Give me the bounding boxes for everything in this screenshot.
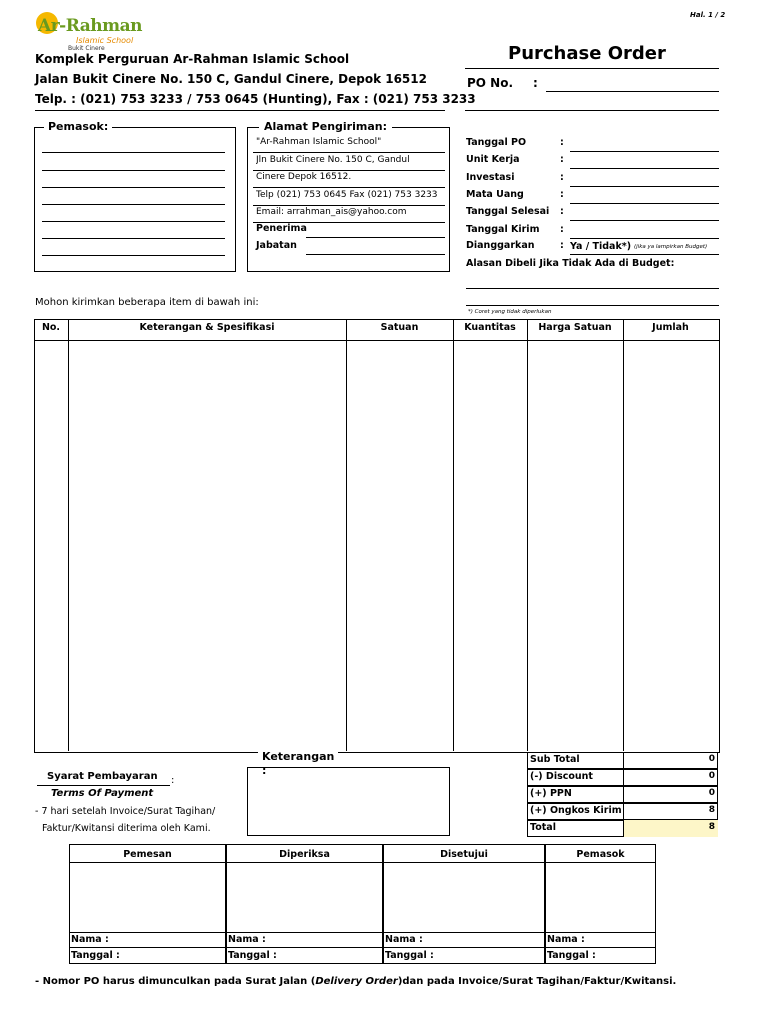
- totals-value-cell-2: [623, 769, 718, 786]
- shipping-label: Alamat Pengiriman:: [259, 120, 392, 133]
- budgeted-note: (jika ya lampirkan Budget): [634, 244, 708, 250]
- totals-label-2: (-) Discount: [530, 771, 593, 782]
- info-label-6: Tanggal Kirim: [466, 223, 540, 235]
- remarks-box[interactable]: [247, 767, 450, 836]
- position-field[interactable]: [306, 254, 445, 255]
- totals-value-3: 0: [708, 788, 715, 798]
- logo-location: Bukit Cinere: [68, 45, 105, 52]
- shipping-line-2: Jln Bukit Cinere No. 150 C, Gandul: [256, 154, 410, 165]
- item-col-divider-4: [527, 319, 528, 751]
- item-col-divider-5: [623, 319, 624, 751]
- info-field-3[interactable]: [570, 186, 719, 187]
- logo-subtitle: Islamic School: [76, 36, 134, 45]
- shipping-underline-1: [253, 152, 445, 153]
- signature-cell-3: [383, 844, 545, 964]
- info-colon-6: :: [560, 223, 564, 235]
- supplier-line-3[interactable]: [42, 187, 225, 188]
- supplier-line-2[interactable]: [42, 170, 225, 171]
- shipping-underline-2: [253, 170, 445, 171]
- item-header-5: Harga Satuan: [538, 322, 612, 333]
- logo-name: Ar-Rahman: [38, 16, 142, 36]
- title-underline: [465, 68, 719, 69]
- totals-row-3: [527, 786, 718, 803]
- budget-reason-line-2[interactable]: [466, 305, 719, 306]
- footnote: *) Coret yang tidak diperlukan: [468, 309, 552, 315]
- info-label-1: Tanggal PO: [466, 137, 527, 148]
- po-note-suffix: )dan pada Invoice/Surat Tagihan/Faktur/Kwitansi.: [397, 976, 677, 987]
- signature-name-3[interactable]: Nama :: [385, 934, 423, 945]
- school-address: Jalan Bukit Cinere No. 150 C, Gandul Cinere, Depok 16512: [35, 72, 427, 86]
- signature-date-line-3: [384, 947, 544, 948]
- header-divider: [35, 110, 445, 111]
- info-field-6[interactable]: [570, 238, 719, 239]
- info-label-4: Mata Uang: [466, 188, 524, 200]
- shipping-line-4: Telp (021) 753 0645 Fax (021) 753 3233: [256, 189, 438, 200]
- totals-value-cell-3: [623, 786, 718, 803]
- totals-row-5: [527, 820, 718, 837]
- totals-value-4: 8: [708, 805, 715, 815]
- supplier-line-1[interactable]: [42, 152, 225, 153]
- request-text: Mohon kirimkan beberapa item di bawah ini:: [35, 297, 259, 308]
- recipient-label: Penerima: [256, 223, 307, 234]
- signature-date-2[interactable]: Tanggal :: [228, 950, 277, 961]
- po-note: [35, 976, 676, 987]
- signature-name-line-1: [70, 932, 225, 933]
- signature-header-2: Diperiksa: [279, 849, 330, 860]
- item-col-divider-2: [346, 319, 347, 751]
- payment-title-underline: [37, 785, 170, 786]
- signature-name-line-2: [227, 932, 382, 933]
- info-colon-2: :: [560, 154, 564, 166]
- budget-reason-line-1[interactable]: [466, 288, 719, 289]
- info-field-5[interactable]: [570, 220, 719, 221]
- signature-header-line-1: [70, 862, 225, 863]
- signature-date-3[interactable]: Tanggal :: [385, 950, 434, 961]
- item-header-4: Kuantitas: [464, 322, 516, 333]
- payment-line-2: Faktur/Kwitansi diterima oleh Kami.: [42, 823, 211, 834]
- info-colon-4: :: [560, 188, 564, 200]
- po-number-field[interactable]: [546, 91, 719, 92]
- info-field-2[interactable]: [570, 168, 719, 169]
- info-colon-3: :: [560, 171, 564, 183]
- payment-title: Syarat Pembayaran: [47, 771, 158, 782]
- totals-row-1: [527, 752, 718, 769]
- item-header-1: No.: [41, 322, 61, 333]
- supplier-line-5[interactable]: [42, 221, 225, 222]
- page-title: Purchase Order: [508, 43, 666, 64]
- signature-date-line-1: [70, 947, 225, 948]
- signature-header-line-2: [227, 862, 382, 863]
- supplier-line-6[interactable]: [42, 238, 225, 239]
- budget-reason-label: Alasan Dibeli Jika Tidak Ada di Budget:: [466, 258, 675, 269]
- supplier-box: [34, 127, 236, 272]
- school-phone: Telp. : (021) 753 3233 / 753 0645 (Hunting), Fax : (021) 753 3233: [35, 92, 476, 106]
- item-col-divider-3: [453, 319, 454, 751]
- totals-label-3: (+) PPN: [530, 788, 572, 799]
- shipping-underline-4: [253, 205, 445, 206]
- totals-label-1: Sub Total: [530, 754, 580, 765]
- payment-colon: :: [171, 775, 175, 786]
- items-table: [34, 319, 720, 753]
- school-logo: [34, 10, 144, 52]
- signature-cell-2: [226, 844, 383, 964]
- shipping-line-1: "Ar-Rahman Islamic School": [256, 137, 382, 147]
- po-note-emphasis: Delivery Order: [315, 976, 398, 987]
- po-note-prefix: - Nomor PO harus dimunculkan pada Surat Jalan (: [35, 976, 316, 987]
- totals-label-4: (+) Ongkos Kirim: [530, 805, 622, 816]
- budgeted-value[interactable]: Ya / Tidak*): [570, 241, 632, 252]
- budgeted-field: [570, 254, 719, 255]
- signature-cell-4: [545, 844, 656, 964]
- signature-header-line-4: [546, 862, 655, 863]
- signature-header-1: Pemesan: [123, 849, 172, 860]
- po-number-colon: :: [533, 76, 538, 90]
- totals-label-5: Total: [530, 822, 556, 833]
- totals-row-2: [527, 769, 718, 786]
- shipping-line-3: Cinere Depok 16512.: [256, 172, 352, 182]
- budgeted-label: Dianggarkan: [466, 240, 535, 251]
- po-number-label: PO No.: [467, 76, 514, 90]
- signature-name-4[interactable]: Nama :: [547, 934, 585, 945]
- supplier-line-4[interactable]: [42, 204, 225, 205]
- signature-cell-1: [69, 844, 226, 964]
- item-header-6: Jumlah: [652, 322, 689, 333]
- page-number: Hal. 1 / 2: [690, 11, 726, 19]
- totals-value-cell-4: [623, 803, 718, 820]
- recipient-field[interactable]: [306, 237, 445, 238]
- signature-name-1[interactable]: Nama :: [71, 934, 109, 945]
- position-label: Jabatan: [256, 240, 297, 251]
- info-label-2: Unit Kerja: [466, 154, 520, 166]
- signature-date-1[interactable]: Tanggal :: [71, 950, 120, 961]
- info-colon-1: :: [560, 137, 564, 148]
- info-field-4[interactable]: [570, 203, 719, 204]
- remarks-label: Keterangan: [258, 750, 338, 763]
- budgeted-colon: :: [560, 240, 564, 251]
- po-divider: [465, 110, 719, 111]
- item-header-2: Keterangan & Spesifikasi: [139, 322, 275, 333]
- signature-date-line-2: [227, 947, 382, 948]
- info-label-3: Investasi: [466, 171, 515, 183]
- totals-value-cell-1: [623, 752, 718, 769]
- shipping-underline-3: [253, 187, 445, 188]
- remarks-colon: :: [262, 764, 267, 777]
- school-name: Komplek Perguruan Ar-Rahman Islamic School: [35, 52, 350, 66]
- signature-date-line-4: [546, 947, 655, 948]
- totals-value-1: 0: [708, 754, 715, 764]
- signature-name-line-3: [384, 932, 544, 933]
- shipping-line-5: Email: arrahman_ais@yahoo.com: [256, 207, 407, 217]
- payment-line-1: - 7 hari setelah Invoice/Surat Tagihan/: [35, 806, 216, 817]
- totals-value-2: 0: [708, 771, 715, 781]
- signature-date-4[interactable]: Tanggal :: [547, 950, 596, 961]
- supplier-line-7[interactable]: [42, 255, 225, 256]
- info-field-1[interactable]: [570, 151, 719, 152]
- payment-subtitle: Terms Of Payment: [51, 788, 154, 799]
- signature-name-line-4: [546, 932, 655, 933]
- info-colon-5: :: [560, 206, 564, 218]
- signature-header-line-3: [384, 862, 544, 863]
- signature-header-3: Disetujui: [440, 849, 488, 860]
- totals-row-4: [527, 803, 718, 820]
- totals-value-cell-5: [623, 820, 718, 837]
- item-col-divider-1: [68, 319, 69, 751]
- totals-value-5: 8: [708, 822, 715, 832]
- signature-name-2[interactable]: Nama :: [228, 934, 266, 945]
- info-label-5: Tanggal Selesai: [466, 206, 550, 218]
- item-header-3: Satuan: [380, 322, 419, 333]
- supplier-label: Pemasok:: [44, 120, 112, 133]
- signature-header-4: Pemasok: [576, 849, 625, 860]
